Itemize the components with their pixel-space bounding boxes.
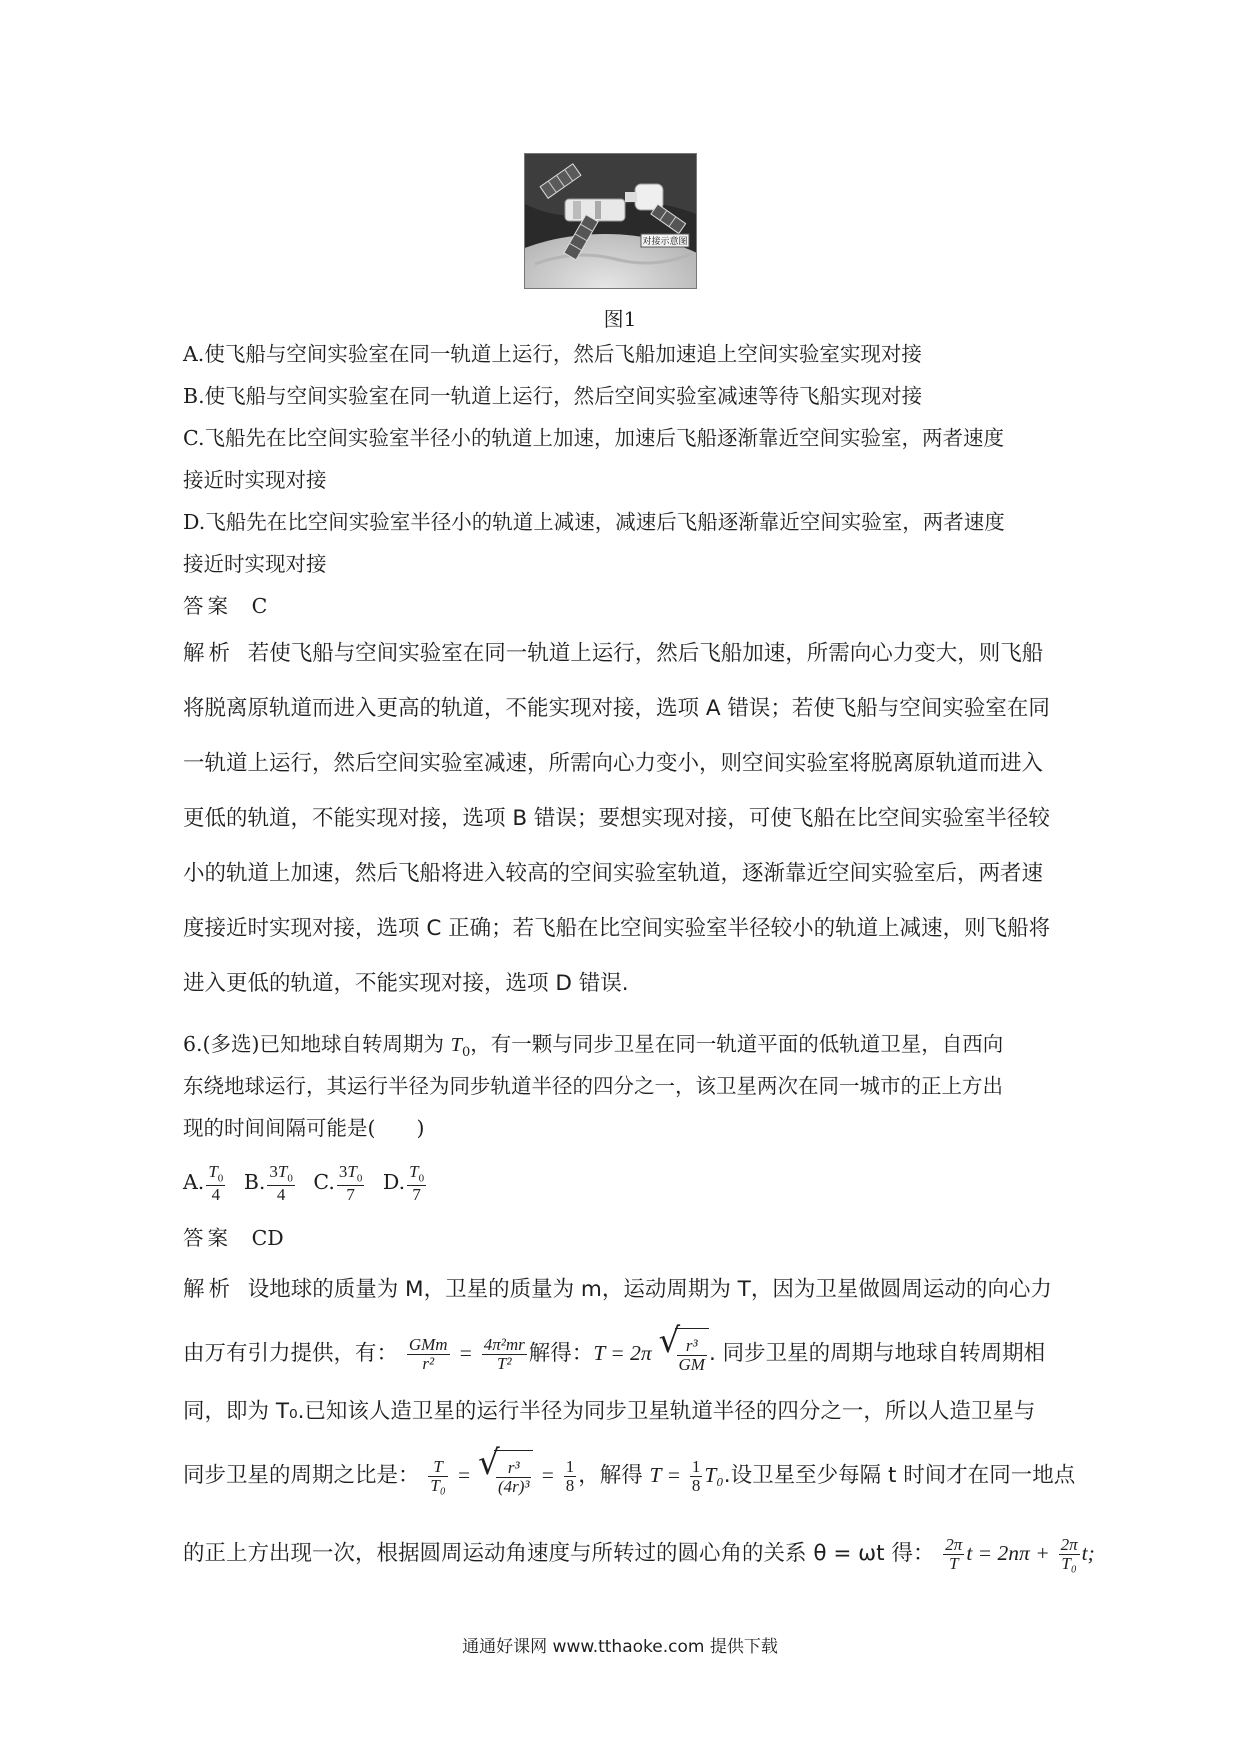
q6-option-d: D. $\frac{T_0}{7}$ bbox=[382, 1162, 425, 1205]
answer-value: C bbox=[251, 594, 268, 618]
docking-illustration bbox=[525, 154, 696, 288]
q6-option-a: A. $\frac{T_0}{4}$ bbox=[183, 1162, 224, 1205]
answer-label: 答案 bbox=[183, 594, 232, 618]
page-footer: 通通好课网 www.tthaoke.com 提供下载 bbox=[462, 1637, 778, 1657]
q6-option-b: B. $\frac{3T_0}{4}$ bbox=[243, 1162, 293, 1205]
figure-inset-label: 对接示意图 bbox=[642, 237, 688, 247]
q5-analysis-line1: 解析 若使飞船与空间实验室在同一轨道上运行，然后飞船加速，所需向心力变大，则飞船 bbox=[183, 641, 1044, 666]
analysis-label: 解析 bbox=[183, 641, 235, 666]
q5-analysis-line5: 小的轨道上加速，然后飞船将进入较高的空间实验室轨道，逐渐靠近空间实验室后，两者速 bbox=[183, 861, 1044, 886]
satellite-docking-figure bbox=[524, 153, 697, 289]
q6-stem-line2: 东绕地球运行，其运行半径为同步轨道半径的四分之一，该卫星两次在同一城市的正上方出 bbox=[183, 1074, 1003, 1098]
q5-analysis-line2: 将脱离原轨道而进入更高的轨道，不能实现对接，选项 A 错误；若使飞船与空间实验室在同 bbox=[183, 696, 1050, 721]
q6-answer bbox=[183, 1224, 284, 1252]
q6-option-c: C. $\frac{3T_0}{7}$ bbox=[313, 1162, 363, 1205]
figure-caption: 图1 bbox=[603, 307, 637, 331]
q5-analysis-line3: 一轨道上运行，然后空间实验室减速，所需向心力变小，则空间实验室将脱离原轨道而进入 bbox=[183, 751, 1044, 776]
q6-analysis-line2: 由万有引力提供，有： $\frac{\text{GMm}}{\text{r²}}$ = $\frac{\text{4π²mr}}{\text{T²}}$ 解得：T = 2π √ $\frac{\text{r³}}{GM}$ . 同步卫星的周期与地球自转周期相 bbox=[183, 1328, 1045, 1380]
q6-options bbox=[183, 1160, 428, 1204]
option-d-line2: 接近时实现对接 bbox=[183, 552, 327, 576]
answer-value: CD bbox=[251, 1226, 284, 1250]
q6-analysis-line5: 的正上方出现一次，根据圆周运动角速度与所转过的圆心角的关系 θ = ωt 得： $\frac{2\pi}{T}$ t = 2nπ + $\frac{2\pi}{\text{T₀}}$ t; bbox=[183, 1534, 1095, 1573]
analysis-label: 解析 bbox=[183, 1277, 235, 1302]
option-c-line2: 接近时实现对接 bbox=[183, 468, 327, 492]
option-c-line1: C.飞船先在比空间实验室半径小的轨道上加速，加速后飞船逐渐靠近空间实验室，两者速度 bbox=[183, 426, 1004, 450]
q6-stem-line1: 6.(多选)已知地球自转周期为 $T_0$，有一颗与同步卫星在同一轨道平面的低轨道卫星，自西向 bbox=[183, 1032, 1004, 1061]
q6-analysis-line1: 解析 设地球的质量为 M，卫星的质量为 m，运动周期为 T，因为卫星做圆周运动的向心力 bbox=[183, 1277, 1052, 1302]
option-b: B.使飞船与空间实验室在同一轨道上运行，然后空间实验室减速等待飞船实现对接 bbox=[183, 384, 923, 408]
q5-analysis-line4: 更低的轨道，不能实现对接，选项 B 错误；要想实现对接，可使飞船在比空间实验室半径较 bbox=[183, 806, 1050, 831]
q6-analysis-line4: 同步卫星的周期之比是： $\frac{T}{\text{T₀}}$ = √ $\frac{\text{r³}}{\text{(4r)³}}$ = $\frac{1}{8}$ ，解得 T = $\frac{1}{8}$ T₀.设卫星至少每隔 t 时间才在同一地点 bbox=[183, 1450, 1075, 1502]
option-a: A.使飞船与空间实验室在同一轨道上运行，然后飞船加速追上空间实验室实现对接 bbox=[183, 342, 922, 366]
q5-analysis-line6: 度接近时实现对接，选项 C 正确；若飞船在比空间实验室半径较小的轨道上减速，则飞船将 bbox=[183, 916, 1051, 941]
q6-stem-line3: 现的时间间隔可能是( ) bbox=[183, 1116, 425, 1140]
q5-answer bbox=[183, 592, 267, 620]
option-d-line1: D.飞船先在比空间实验室半径小的轨道上减速，减速后飞船逐渐靠近空间实验室，两者速度 bbox=[183, 510, 1005, 534]
q6-analysis-line3: 同，即为 T₀.已知该人造卫星的运行半径为同步卫星轨道半径的四分之一，所以人造卫星与 bbox=[183, 1399, 1036, 1424]
q5-analysis-line7: 进入更低的轨道，不能实现对接，选项 D 错误. bbox=[183, 971, 629, 996]
answer-label: 答案 bbox=[183, 1226, 232, 1250]
